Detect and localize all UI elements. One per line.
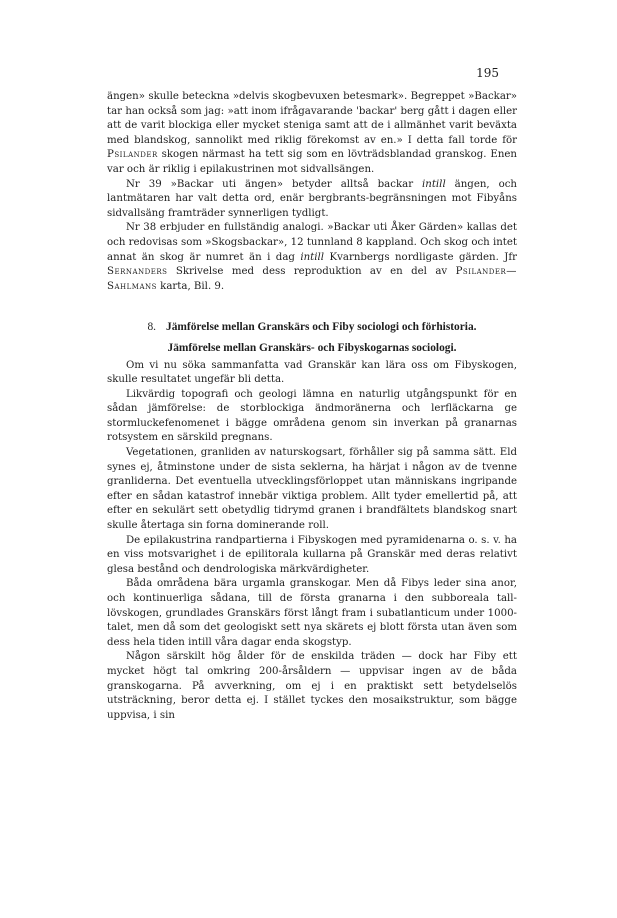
paragraph: Båda områdena bära urgamla granskogar. Men då Fibys leder sina anor, och kontinuerliga sådana, till de första granarna i den subboreala tall-lövskogen, grundlades Granskärs först långt fram i subatlanticum under 1000-talet, men då som det geologiskt sett nya skärets ej blott första utan även som dess hela tiden intill våra dagar enda skogstyp. [107,578,517,648]
paragraph: De epilakustrina randpartierna i Fibyskogen med pyramidenarna o. s. v. ha en viss motsvarighet i de epilitorala kullarna på Granskär med deras relativt glesa bestånd och dendrologiska märkvärdigheter. [107,534,517,575]
text-run: ängen» skulle beteckna »delvis skogbevuxen betesmark». Begreppet »Backar» tar han också som jag: »att inom ifrågavarande 'backar' berg gått i dagen eller att de varit blockiga eller mycket steniga samt att de i allmänhet varit beväxta med blandskog, sannolikt med riklig förekomst av en.» I detta fall torde för [107,91,517,146]
name-small-caps: Sernanders [107,266,168,278]
paragraph: Om vi nu söka sammanfatta vad Granskär kan lära oss om Fibyskogen, skulle resultatet ungefär bli detta. [107,359,517,386]
paragraph: Vegetationen, granliden av naturskogsart, förhåller sig på samma sätt. Eld synes ej, åtminstone under de sista seklerna, ha härjat i någon av de tvenne granliderna. Det eventuella utvecklingsförloppet utan människans ingripande efter en sådan katastrof innebär viktiga problem. Allt tyder emellertid på, att efter en sekulärt sett obetydlig tidrymd granen i brandfältets blandskog snart skulle återtaga sin forna dominerande roll. [107,447,517,532]
subsection-heading: Jämförelse mellan Granskärs- och Fibyskogarnas sociologi. [167,341,457,354]
name-small-caps: Psilander—Sahlmans [107,266,517,292]
page-number: 195 [476,66,499,80]
section-number: 8. [147,321,157,334]
paragraph [107,221,517,294]
text-run: karta, Bil. 9. [156,280,225,292]
emphasis: intill [300,251,325,263]
text-run: »Backar uti Åker Gärden» kallas det och redovisas som »Skogsbackar», 12 tunnland 8 kappland. Och skog och intet annat än skog är numret än i dag [107,222,517,263]
sentence: Nr 38 erbjuder en fullständig analogi. [126,222,324,234]
paragraph [107,178,517,222]
text-run: skogen närmast ha tett sig som en lövträdsblandad granskog. Enen var och är riklig i epilakustrinen mot sidvallsängen. [107,149,517,175]
section-heading [107,320,517,335]
paragraph: Likvärdig topografi och geologi lämna en naturlig utgångspunkt för en sådan jämförelse: de storblockiga ändmoränerna och lerfläckarna ge stormluckefenomenet i bägge områdena genom sin inverkan på granarnas rotsystem en särskild pregnans. [107,388,517,444]
section-title: Jämförelse mellan Granskärs och Fiby sociologi och förhistoria. [166,321,477,334]
paragraph [107,90,517,178]
text-run: Kvarnbergs nordligaste gärden. Jfr [324,251,517,263]
text-run: Nr 39 »Backar uti ängen» betyder alltså backar [126,178,423,190]
text-run: Skrivelse med dess reproduktion av en del av [167,266,456,278]
name-small-caps: Psilander [107,149,158,161]
text-run: ängen, och lantmätaren har valt detta ord, enär bergbrants-begränsningen mot Fibyåns sidvallsäng framträder synnerligen tydligt. [107,178,517,219]
paragraph: Någon särskilt hög ålder för de enskilda träden — dock har Fiby ett mycket högt tal omkring 200-årsåldern — uppvisar ingen av de båda granskogarna. På avverkning, om ej i en praktiskt sett betydelselös utsträckning, beror detta ej. I stället tyckes den mosaikstruktur, som bägge uppvisa, i sin [107,651,517,721]
body-text [107,90,517,723]
emphasis: intill [422,178,446,190]
